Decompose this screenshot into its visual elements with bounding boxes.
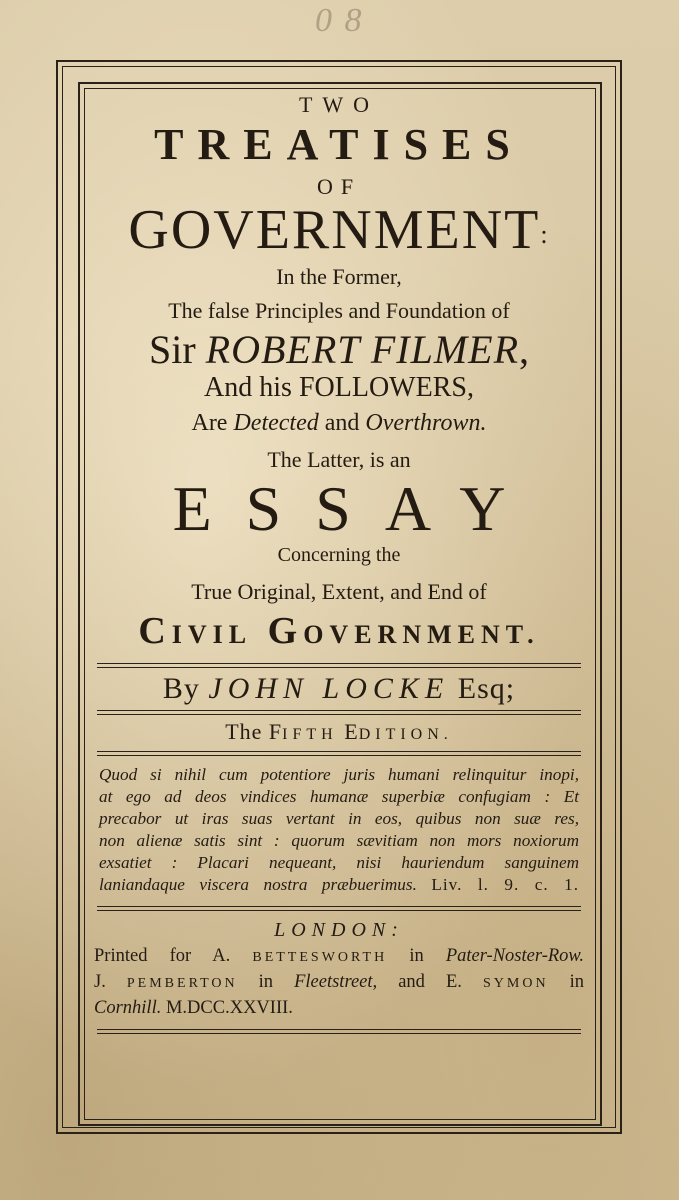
imprint-and-e: and E. [398,972,462,993]
rule-below-imprint [97,1029,581,1034]
imprint-block [94,944,584,1021]
manuscript-mark: 0 8 [315,2,364,39]
epigraph-line-4: non alienæ satis sint : quorum sævitiam non mors noxiorum [99,831,579,851]
civil-rest: IVIL [171,620,253,650]
edition-ifth: IFTH [282,726,338,744]
imprint-pemberton: PEMBERTON [126,976,238,992]
sir-word: Sir [148,327,196,373]
civil-initial: C [138,610,172,653]
epigraph-reference: Liv. l. 9. c. 1. [431,875,580,895]
civil-government-line [86,611,592,653]
epigraph-line-2: at ego ad deos vindices humanæ superbiæ confugiam : Et [99,787,579,807]
epigraph-last-text: laniandaque viscera nostra præbuerimus. [99,875,417,895]
latin-epigraph [99,764,579,896]
imprint-in-1: in [409,946,424,967]
rule-above-quote [97,751,581,756]
edition-line [86,719,592,745]
detected-word: Detected [233,410,319,437]
edition-dition: DITION. [358,726,453,744]
epigraph-line-5: exsatiet : Placari nequeant, nisi hauriendum sanguinem [99,853,579,873]
epigraph-line-1: Quod si nihil cum potentiore juris humani relinquitur inopi, [99,765,579,785]
epigraph-line-3: precabor ut iras suas vertant in eos, quibus non suæ res, [99,809,579,829]
in-the-former: In the Former, [276,264,402,290]
imprint-j: J. [94,972,106,993]
edition-the: The [225,719,263,745]
robert-filmer-line [86,328,592,372]
imprint-printed-for: Printed for A. [94,946,231,967]
imprint-city: LONDON: [274,919,404,942]
title-two: TWO [298,92,380,117]
true-original-line: True Original, Extent, and End of [191,579,487,605]
by-word: By [162,672,200,706]
rule-below-author [97,710,581,715]
imprint-in-2: in [258,972,274,993]
imprint-in-3: in [569,972,585,993]
imprint-line-2 [94,970,584,996]
filmer-comma: , [519,327,530,373]
imprint-cornhill: Cornhill. [94,998,162,1019]
and-word: and [324,410,360,437]
latter-line: The Latter, is an [267,447,411,473]
false-principles-line: The false Principles and Foundation of [168,298,510,324]
edition-e: E [344,719,359,745]
concerning-line: Concerning the [277,544,401,567]
rule-above-author [97,663,581,668]
edition-f: F [268,719,283,745]
imprint-fleetstreet: Fleetstreet, [294,972,378,993]
imprint-symon: SYMON [482,976,549,992]
robert-filmer-name: ROBERT FILMER [205,327,520,373]
rule-above-imprint [97,906,581,911]
imprint-bettesworth: BETTESWORTH [252,950,388,966]
title-content [86,90,592,1034]
author-name: JOHN LOCKE [208,672,450,706]
government-initial: G [267,610,304,653]
essay-title: ESSAY [172,473,540,545]
government-rest: OVERNMENT. [303,620,540,650]
are-word: Are [191,410,228,437]
title-treatises: TREATISES [154,120,524,169]
esq-word: Esq; [457,672,516,706]
imprint-date: M.DCC.XXVIII. [165,998,293,1019]
author-line [86,672,592,706]
imprint-pater-noster-row: Pater-Noster-Row. [445,946,584,967]
government-word: GOVERNMENT [128,199,541,262]
imprint-line-1 [94,944,584,970]
imprint-line-3 [94,996,584,1021]
title-of: OF [316,174,362,200]
title-government [86,199,592,262]
overthrown-word: Overthrown. [365,410,487,437]
followers-line: And his FOLLOWERS, [204,372,474,404]
epigraph-line-6 [99,874,579,896]
detected-line [86,410,592,437]
government-colon: : [540,220,550,250]
